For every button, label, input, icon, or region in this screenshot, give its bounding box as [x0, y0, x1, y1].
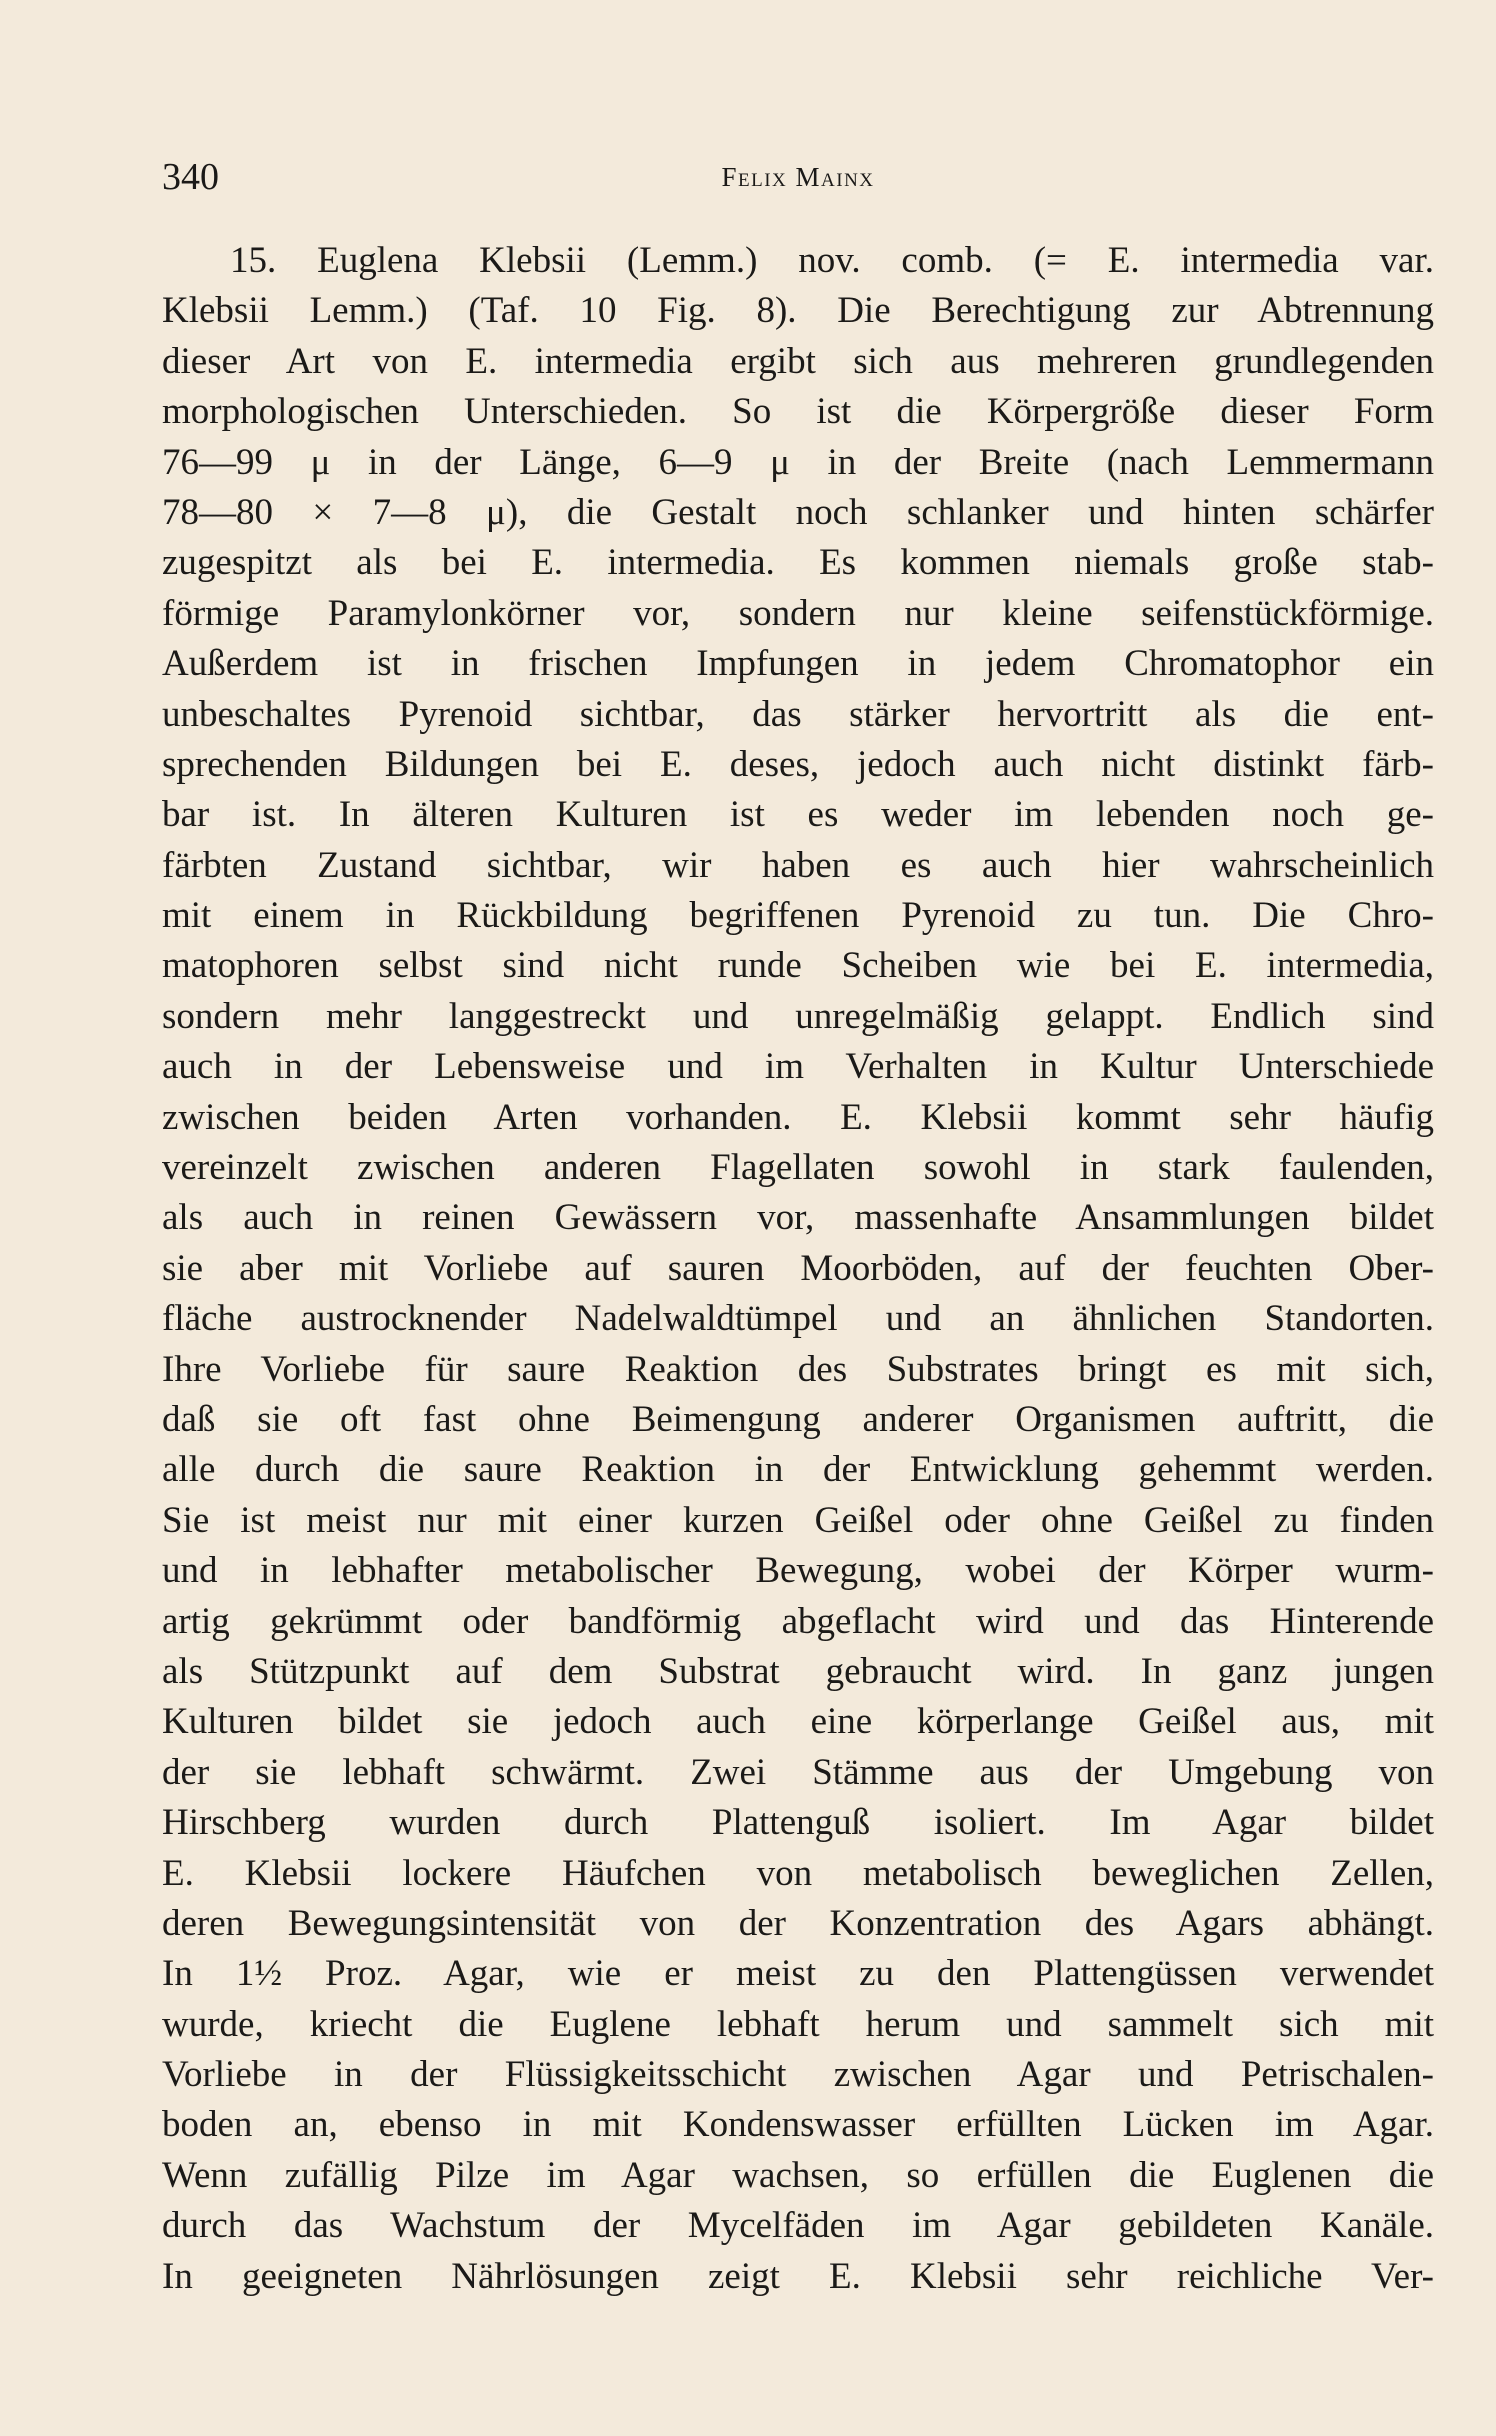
text-line: artig gekrümmt oder bandförmig abgeflacht wird und das Hinterende: [162, 1600, 1434, 1642]
text-line: Vorliebe in der Flüssigkeitsschicht zwischen Agar und Petrischalen-: [162, 2054, 1434, 2096]
text-line: 78—80 × 7—8 μ), die Gestalt noch schlanker und hinten schärfer: [162, 491, 1434, 533]
text-line: E. Klebsii lockere Häufchen von metabolisch beweglichen Zellen,: [162, 1852, 1434, 1894]
page-header: [162, 152, 1434, 202]
running-head: Felix Mainx: [721, 162, 875, 192]
text-line: sie aber mit Vorliebe auf sauren Moorböden, auf der feuchten Ober-: [162, 1247, 1434, 1289]
text-line: 15. Euglena Klebsii (Lemm.) nov. comb. (= E. intermedia var.: [230, 240, 1434, 281]
text-line: durch das Wachstum der Mycelfäden im Agar gebildeten Kanäle.: [162, 2205, 1434, 2247]
text-line: Hirschberg wurden durch Plattenguß isoliert. Im Agar bildet: [162, 1802, 1434, 1844]
text-line: Wenn zufällig Pilze im Agar wachsen, so erfüllen die Euglenen die: [162, 2154, 1434, 2196]
text-line: bar ist. In älteren Kulturen ist es weder im lebenden noch ge-: [162, 794, 1434, 836]
text-line: alle durch die saure Reaktion in der Entwicklung gehemmt werden.: [162, 1449, 1434, 1491]
text-line: matophoren selbst sind nicht runde Scheiben wie bei E. intermedia,: [162, 945, 1434, 987]
text-line: auch in der Lebensweise und im Verhalten in Kultur Unterschiede: [162, 1046, 1434, 1088]
page-number: 340: [162, 156, 219, 198]
text-line: zwischen beiden Arten vorhanden. E. Klebsii kommt sehr häufig: [162, 1096, 1434, 1138]
text-line: sondern mehr langgestreckt und unregelmäßig gelappt. Endlich sind: [162, 995, 1434, 1037]
text-line: dieser Art von E. intermedia ergibt sich aus mehreren grundlegenden: [162, 340, 1434, 382]
text-line: färbten Zustand sichtbar, wir haben es auch hier wahrscheinlich: [162, 844, 1434, 886]
text-line: wurde, kriecht die Euglene lebhaft herum und sammelt sich mit: [162, 2003, 1434, 2045]
text-line: sprechenden Bildungen bei E. deses, jedoch auch nicht distinkt färb-: [162, 743, 1434, 785]
text-line: als Stützpunkt auf dem Substrat gebraucht wird. In ganz jungen: [162, 1650, 1434, 1692]
text-line: und in lebhafter metabolischer Bewegung, wobei der Körper wurm-: [162, 1550, 1434, 1592]
text-line: In 1½ Proz. Agar, wie er meist zu den Plattengüssen verwendet: [162, 1953, 1434, 1995]
text-line: boden an, ebenso in mit Kondenswasser erfüllten Lücken im Agar.: [162, 2104, 1434, 2146]
text-line: Klebsii Lemm.) (Taf. 10 Fig. 8). Die Berechtigung zur Abtrennung: [162, 290, 1434, 332]
body-text: [162, 236, 1434, 2302]
text-line: als auch in reinen Gewässern vor, massenhafte Ansammlungen bildet: [162, 1197, 1434, 1239]
text-line: fläche austrocknender Nadelwaldtümpel und an ähnlichen Standorten.: [162, 1298, 1434, 1340]
text-line: der sie lebhaft schwärmt. Zwei Stämme aus der Umgebung von: [162, 1751, 1434, 1793]
text-line: unbeschaltes Pyrenoid sichtbar, das stärker hervortritt als die ent-: [162, 693, 1434, 735]
text-line: Sie ist meist nur mit einer kurzen Geißel oder ohne Geißel zu finden: [162, 1499, 1434, 1541]
text-line: morphologischen Unterschieden. So ist die Körpergröße dieser Form: [162, 391, 1434, 433]
text-line: Außerdem ist in frischen Impfungen in jedem Chromatophor ein: [162, 643, 1434, 685]
text-line: In geeigneten Nährlösungen zeigt E. Klebsii sehr reichliche Ver-: [162, 2255, 1434, 2297]
text-line: förmige Paramylonkörner vor, sondern nur kleine seifenstückförmige.: [162, 592, 1434, 634]
text-line: Kulturen bildet sie jedoch auch eine körperlange Geißel aus, mit: [162, 1701, 1434, 1743]
text-line: zugespitzt als bei E. intermedia. Es kommen niemals große stab-: [162, 542, 1434, 584]
text-line: Ihre Vorliebe für saure Reaktion des Substrates bringt es mit sich,: [162, 1348, 1434, 1390]
text-line: vereinzelt zwischen anderen Flagellaten sowohl in stark faulenden,: [162, 1147, 1434, 1189]
text-line: deren Bewegungsintensität von der Konzentration des Agars abhängt.: [162, 1902, 1434, 1944]
text-line: mit einem in Rückbildung begriffenen Pyrenoid zu tun. Die Chro-: [162, 895, 1434, 937]
text-line: daß sie oft fast ohne Beimengung anderer Organismen auftritt, die: [162, 1398, 1434, 1440]
text-line: 76—99 μ in der Länge, 6—9 μ in der Breite (nach Lemmermann: [162, 441, 1434, 483]
